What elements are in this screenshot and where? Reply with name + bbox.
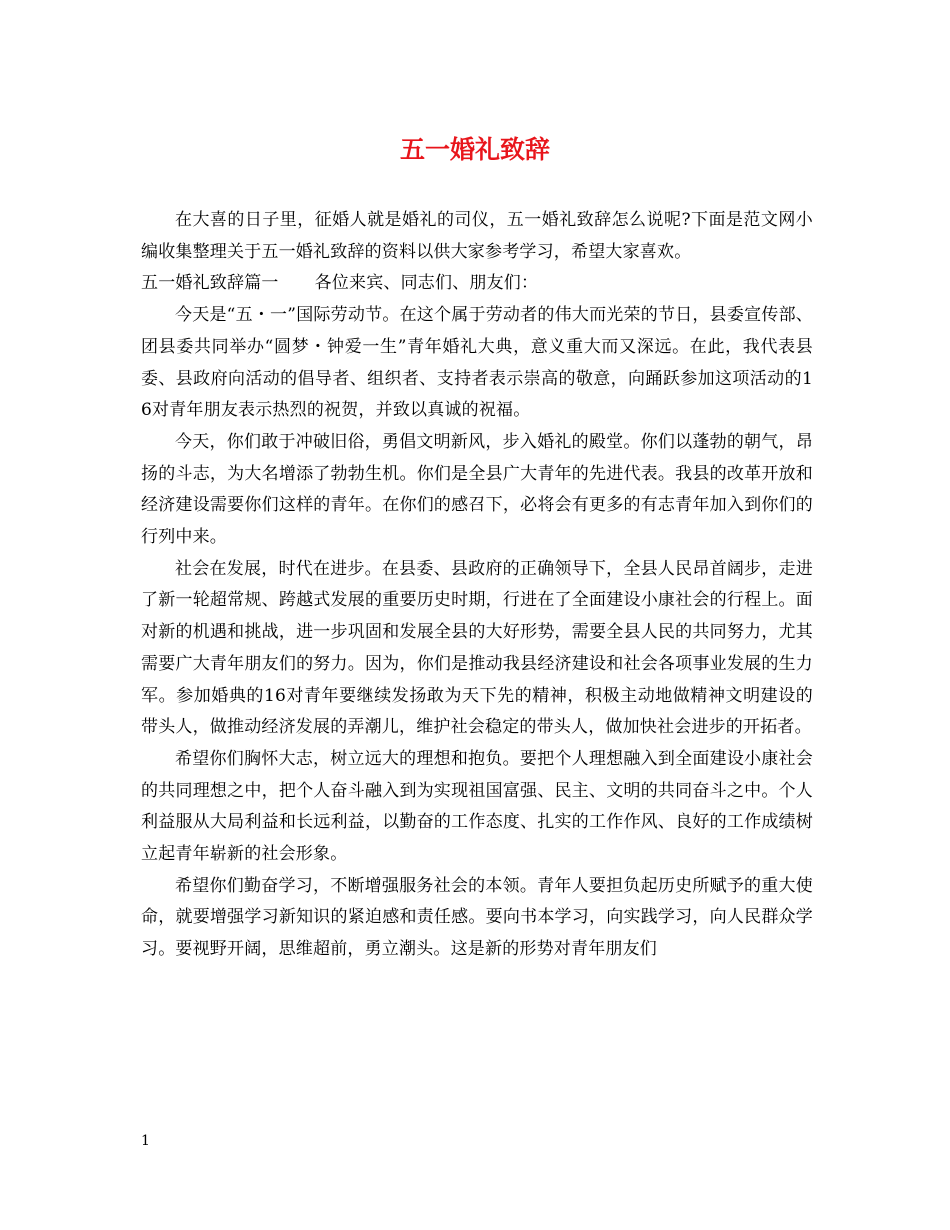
body-paragraph-5: 希望你们勤奋学习，不断增强服务社会的本领。青年人要担负起历史所赋予的重大使命，就要增强学习新知识的紧迫感和责任感。要向书本学习，向实践学习，向人民群众学习。要视野开阔，思维超前，勇立潮头。这是新的形势对青年朋友们 [141, 875, 813, 960]
document-title: 五一婚礼致辞 [399, 135, 550, 164]
salutation: 各位来宾、同志们、朋友们： [314, 273, 539, 294]
body-paragraph-1: 今天是“五・一”国际劳动节。在这个属于劳动者的伟大而光荣的节日，县委宣传部、团县委共同举办“圆梦・钟爱一生”青年婚礼大典，意义重大而又深远。在此，我代表县委、县政府向活动的倡导者、组织者、支持者表示崇高的敬意，向踊跃参加这项活动的16对青年朋友表示热烈的祝贺，并致以真诚的祝福。 [141, 305, 813, 421]
intro-paragraph: 在大喜的日子里，征婚人就是婚礼的司仪，五一婚礼致辞怎么说呢?下面是范文网小编收集整理关于五一婚礼致辞的资料以供大家参考学习，希望大家喜欢。 [141, 210, 813, 262]
section-heading-line [141, 268, 813, 300]
body-paragraph-4: 希望你们胸怀大志，树立远大的理想和抱负。要把个人理想融入到全面建设小康社会的共同理想之中，把个人奋斗融入到为实现祖国富强、民主、文明的共同奋斗之中。个人利益服从大局利益和长远利益，以勤奋的工作态度、扎实的工作作风、良好的工作成绩树立起青年崭新的社会形象。 [141, 748, 813, 865]
section-heading: 五一婚礼致辞篇一 [141, 273, 279, 294]
page-number: 1 [141, 1133, 150, 1149]
document-body [141, 205, 813, 966]
body-paragraph-2: 今天，你们敢于冲破旧俗，勇倡文明新风，步入婚礼的殿堂。你们以蓬勃的朝气，昂扬的斗志，为大名增添了勃勃生机。你们是全县广大青年的先进代表。我县的改革开放和经济建设需要你们这样的青年。在你们的感召下，必将会有更多的有志青年加入到你们的行列中来。 [141, 431, 813, 548]
body-paragraph-3: 社会在发展，时代在进步。在县委、县政府的正确领导下，全县人民昂首阔步，走进了新一轮超常规、跨越式发展的重要历史时期，行进在了全面建设小康社会的行程上。面对新的机遇和挑战，进一步巩固和发展全县的大好形势，需要全县人民的共同努力，尤其需要广大青年朋友们的努力。因为，你们是推动我县经济建设和社会各项事业发展的生力军。参加婚典的16对青年要继续发扬敢为天下先的精神，积极主动地做精神文明建设的带头人，做推动经济发展的弄潮儿，维护社会稳定的带头人，做加快社会进步的开拓者。 [141, 558, 813, 738]
